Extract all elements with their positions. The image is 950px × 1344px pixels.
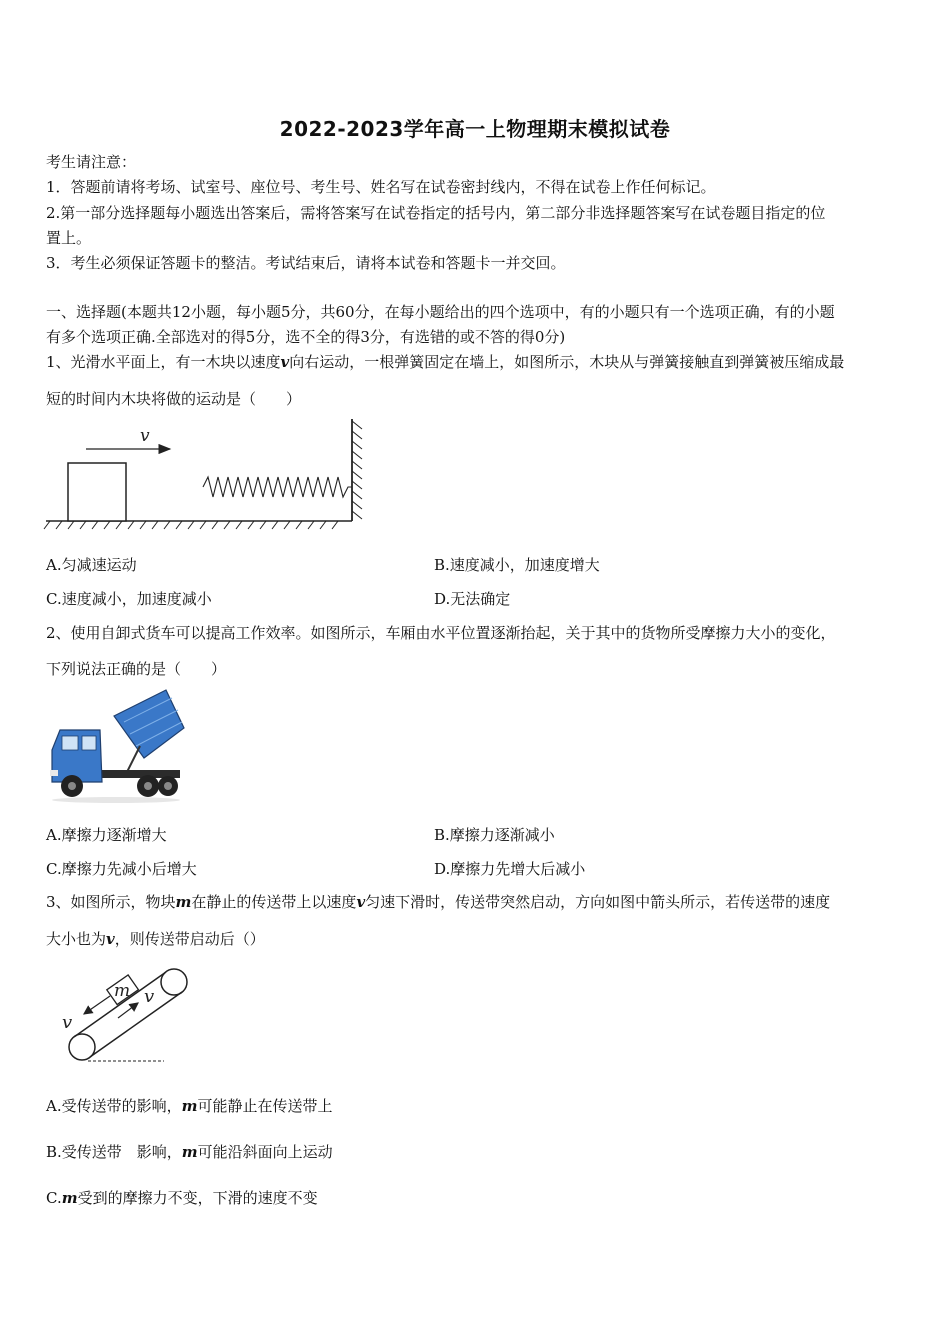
q3-stem-v: v [356,893,366,911]
q3-option-a-text-a: A.受传送带的影响， [46,1097,182,1115]
q1-stem-b: 向右运动，一根弹簧固定在墙上，如图所示，木块从与弹簧接触直到弹簧被压缩成最 [289,353,845,371]
q3-stem-m: m [175,893,192,911]
wood-block [68,463,126,521]
notice-item-2: 2.第一部分选择题每小题选出答案后，需将答案写在试卷指定的括号内，第二部分非选择题答案写在试卷题目指定的位 [46,204,826,222]
page-title: 2022-2023学年高一上物理期末模拟试卷 [279,117,671,141]
velocity-label: v [140,426,150,446]
q2-option-a[interactable]: A.摩擦力逐渐增大 [46,826,167,844]
spring [203,477,352,497]
wall-hatching [352,421,362,519]
q3-option-c[interactable] [46,1188,318,1208]
block-m-label: m [114,981,131,1001]
q2-option-b[interactable]: B.摩擦力逐渐减小 [434,826,555,844]
q1-stem-line1 [46,352,844,372]
ground-hatching [44,521,338,529]
belt-bottom [90,992,182,1057]
q3-stem-a: 3、如图所示，物块 [46,893,176,911]
q3-option-b-text-b: 可能沿斜面向上运动 [197,1143,333,1161]
q3-option-b-text-a: B.受传送带 影响， [46,1143,182,1161]
q1-stem-a: 1、光滑水平面上，有一木块以速度 [46,353,281,371]
belt-direction-arrow [118,1003,138,1018]
q1-stem-v: v [280,353,290,371]
q3-stem-c: 匀速下滑时，传送带突然启动，方向如图中箭头所示，若传送带的速度 [365,893,831,911]
q3-stem-line2-b: ，则传送带启动后（） [114,930,265,948]
q1-option-a[interactable]: A.匀减速运动 [46,556,137,574]
notice-item-3: 3．考生必须保证答题卡的整洁。考试结束后，请将本试卷和答题卡一并交回。 [46,254,566,272]
q2-option-d[interactable]: D.摩擦力先增大后减小 [434,860,586,878]
q1-option-d[interactable]: D.无法确定 [434,590,511,608]
q3-option-a-m: m [181,1097,198,1115]
q3-option-b-m: m [181,1143,198,1161]
q1-option-c[interactable]: C.速度减小，加速度减小 [46,590,212,608]
q3-option-b[interactable] [46,1142,333,1162]
q2-option-c[interactable]: C.摩擦力先减小后增大 [46,860,197,878]
q3-option-c-m: m [61,1189,78,1207]
q3-stem-line2 [46,929,265,949]
q1-spring-figure [40,415,370,535]
q1-stem-line2: 短的时间内木块将做的运动是（ ） [46,390,302,408]
q1-option-b[interactable]: B.速度减小，加速度增大 [434,556,600,574]
notice-heading: 考生请注意： [46,153,137,171]
q3-conveyor-figure [52,958,202,1070]
q2-stem-line1: 2、使用自卸式货车可以提高工作效率。如图所示，车厢由水平位置逐渐抬起，关于其中的货物所受摩擦力大小的变化， [46,624,836,642]
q3-stem-line2-a: 大小也为 [46,930,107,948]
q2-stem-line2: 下列说法正确的是（ ） [46,660,227,678]
q3-option-a-text-b: 可能静止在传送带上 [197,1097,333,1115]
block-velocity-label: v [62,1012,73,1033]
notice-item-2-cont: 置上。 [46,229,92,247]
q3-option-c-text-a: C. [46,1189,62,1207]
q2-dump-truck-image [44,686,186,806]
notice-item-1: 1．答题前请将考场、试室号、座位号、考生号、姓名写在试卷密封线内，不得在试卷上作任何标记。 [46,178,716,196]
q3-stem-line2-v: v [106,930,115,948]
q3-option-c-text-b: 受到的摩擦力不变，下滑的速度不变 [77,1189,318,1207]
section-heading-line2: 有多个选项正确.全部选对的得5分，选不全的得3分，有选错的或不答的得0分) [46,328,566,346]
q3-option-a[interactable] [46,1096,333,1116]
block-velocity-arrow [84,996,110,1014]
belt-velocity-label: v [144,986,155,1007]
q3-stem-line1 [46,892,830,912]
section-heading-line1: 一、选择题(本题共12小题，每小题5分，共60分，在每小题给出的四个选项中，有的小题只有一个选项正确，有的小题 [46,303,835,321]
q3-stem-b: 在静止的传送带上以速度 [191,893,357,911]
